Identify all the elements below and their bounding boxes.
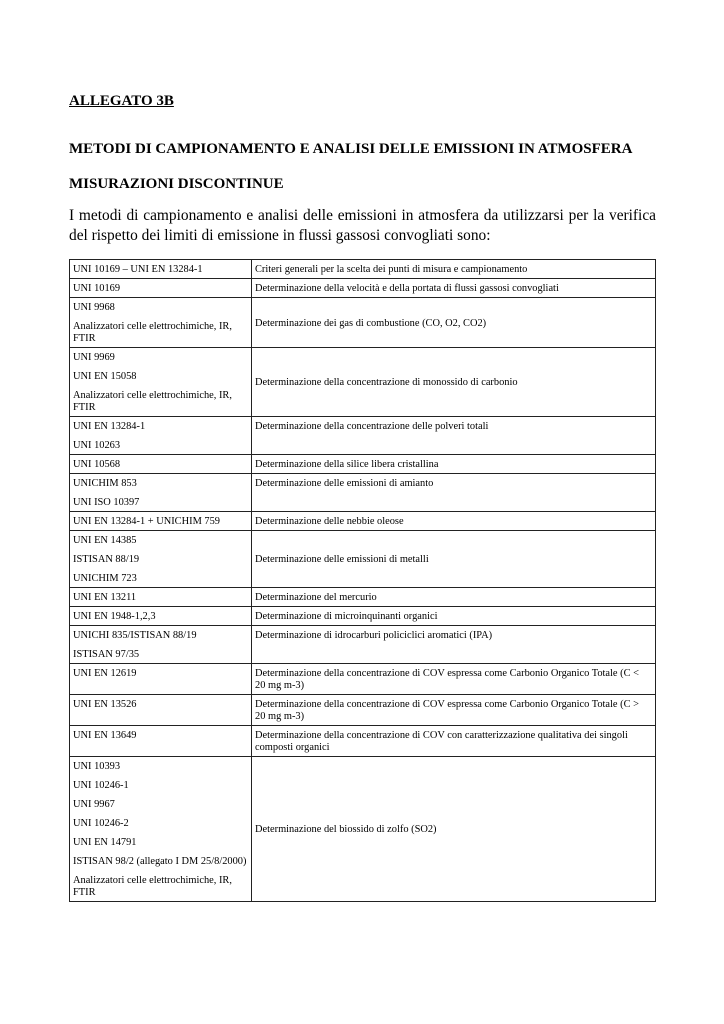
description-cell: Determinazione della concentrazione di COV con caratterizzazione qualitativa dei singoli composti organici [252, 726, 656, 757]
method-cell [70, 726, 252, 757]
table-row [70, 348, 656, 417]
table-row [70, 279, 656, 298]
method-reference: Analizzatori celle elettrochimiche, IR, FTIR [73, 390, 232, 413]
method-reference: UNI 10568 [73, 459, 121, 470]
description-cell: Determinazione di idrocarburi policiclici aromatici (IPA) [252, 626, 656, 664]
table-row [70, 512, 656, 531]
method-cell [70, 531, 252, 588]
method-reference: UNI EN 13526 [73, 699, 137, 710]
table-row [70, 455, 656, 474]
table-row [70, 260, 656, 279]
method-cell [70, 417, 252, 455]
method-reference: UNI 10169 [73, 283, 121, 294]
method-cell [70, 607, 252, 626]
method-cell [70, 474, 252, 512]
description-cell: Determinazione della concentrazione di COV espressa come Carbonio Organico Totale (C < 20 mg m-3) [252, 664, 656, 695]
description-cell: Determinazione del mercurio [252, 588, 656, 607]
table-row [70, 298, 656, 348]
description-cell: Determinazione della silice libera cristallina [252, 455, 656, 474]
table-row [70, 757, 656, 902]
method-cell [70, 348, 252, 417]
method-reference: UNI 10246-1 [73, 780, 129, 791]
method-cell [70, 260, 252, 279]
method-cell [70, 298, 252, 348]
intro-paragraph: I metodi di campionamento e analisi delle emissioni in atmosfera da utilizzarsi per la verifica del rispetto dei limiti di emissione in flussi gassosi convogliati sono: [69, 207, 656, 244]
method-reference: ISTISAN 98/2 (allegato I DM 25/8/2000) [73, 856, 247, 867]
method-cell [70, 512, 252, 531]
method-reference: UNI EN 13211 [73, 592, 137, 603]
description-cell: Determinazione della concentrazione di monossido di carbonio [252, 348, 656, 417]
method-reference: UNI 10393 [73, 761, 121, 772]
method-cell [70, 695, 252, 726]
method-reference: UNI 9968 [73, 302, 115, 313]
section-subtitle: MISURAZIONI DISCONTINUE [69, 176, 284, 192]
method-reference: UNI ISO 10397 [73, 497, 140, 508]
description-cell: Determinazione della concentrazione di COV espressa come Carbonio Organico Totale (C > 20 mg m-3) [252, 695, 656, 726]
method-reference: UNI EN 13649 [73, 730, 137, 741]
table-row [70, 588, 656, 607]
method-reference: UNI EN 14791 [73, 837, 137, 848]
method-cell [70, 757, 252, 902]
method-reference: UNI EN 12619 [73, 668, 137, 679]
table-row [70, 726, 656, 757]
table-row [70, 417, 656, 455]
description-cell: Determinazione delle nebbie oleose [252, 512, 656, 531]
method-reference: Analizzatori celle elettrochimiche, IR, FTIR [73, 321, 232, 344]
table-row [70, 607, 656, 626]
description-cell: Determinazione dei gas di combustione (CO, O2, CO2) [252, 298, 656, 348]
method-reference: UNI 10246-2 [73, 818, 129, 829]
method-cell [70, 279, 252, 298]
methods-table [69, 259, 656, 902]
method-reference: UNI EN 13284-1 [73, 421, 146, 432]
table-row [70, 474, 656, 512]
description-cell: Determinazione di microinquinanti organici [252, 607, 656, 626]
description-cell: Determinazione delle emissioni di metalli [252, 531, 656, 588]
method-reference: UNICHIM 853 [73, 478, 137, 489]
method-cell [70, 664, 252, 695]
method-cell [70, 626, 252, 664]
table-row [70, 531, 656, 588]
description-cell: Determinazione delle emissioni di amianto [252, 474, 656, 512]
method-reference: UNI 9969 [73, 352, 115, 363]
table-row [70, 695, 656, 726]
method-reference: UNI EN 13284-1 + UNICHIM 759 [73, 516, 220, 527]
method-cell [70, 588, 252, 607]
description-cell: Criteri generali per la scelta dei punti di misura e campionamento [252, 260, 656, 279]
method-reference: UNICHIM 723 [73, 573, 137, 584]
method-reference: UNI EN 1948-1,2,3 [73, 611, 156, 622]
method-reference: UNI 10169 – UNI EN 13284-1 [73, 264, 203, 275]
method-reference: UNICHI 835/ISTISAN 88/19 [73, 630, 197, 641]
document-title: METODI DI CAMPIONAMENTO E ANALISI DELLE EMISSIONI IN ATMOSFERA [69, 141, 633, 157]
allegato-heading: ALLEGATO 3B [69, 93, 174, 109]
description-cell: Determinazione del biossido di zolfo (SO2) [252, 757, 656, 902]
method-cell [70, 455, 252, 474]
method-reference: ISTISAN 88/19 [73, 554, 140, 565]
method-reference: Analizzatori celle elettrochimiche, IR, FTIR [73, 875, 232, 898]
method-reference: UNI 9967 [73, 799, 115, 810]
table-row [70, 626, 656, 664]
method-reference: UNI EN 14385 [73, 535, 137, 546]
method-reference: UNI EN 15058 [73, 371, 137, 382]
method-reference: ISTISAN 97/35 [73, 649, 140, 660]
description-cell: Determinazione della velocità e della portata di flussi gassosi convogliati [252, 279, 656, 298]
table-row [70, 664, 656, 695]
method-reference: UNI 10263 [73, 440, 121, 451]
description-cell: Determinazione della concentrazione delle polveri totali [252, 417, 656, 455]
